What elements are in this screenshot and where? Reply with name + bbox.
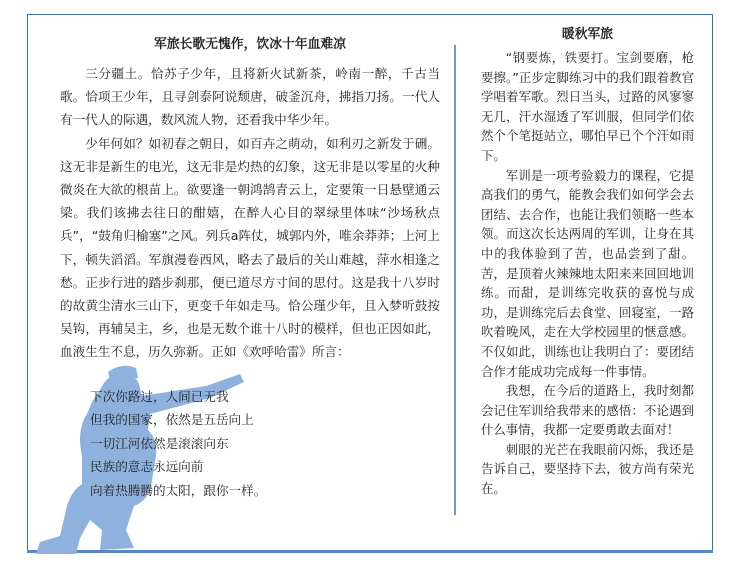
right-column — [481, 26, 694, 499]
right-article-title: 暖秋军旅 — [561, 27, 614, 42]
left-column — [60, 34, 440, 366]
poem-line: 但我的国家，依然是五岳向上 — [90, 412, 254, 428]
right-paragraph-1: “钢要炼，铁要打。宝剑要磨，枪要擦。”正步定脚练习中的我们跟着教官学唱着军歌。烈日当头，过路的风寥寥无几，汗水湿透了军训服，但同学们依然个个笔挺站立，哪怕早已个个汗如雨下。 — [481, 50, 694, 163]
left-article-title: 军旅长歌无愧作，饮冰十年血难凉 — [154, 37, 346, 52]
poem-line: 一切江河依然是滚滚向东 — [90, 435, 229, 451]
poem-block — [90, 385, 266, 502]
poem-line: 下次你路过，人间已无我 — [90, 389, 229, 404]
poem-line: 向着热腾腾的太阳，跟你一样。 — [90, 482, 267, 498]
left-paragraph-1: 三分疆土。恰苏子少年，且将新火试新茶，岭南一醉，千古当歌。恰项王少年，且寻剑泰阿说颓唐，破釜沉舟，拂指刀扬。一代人有一代人的际遇，数风流人物，还看我中华少年。 — [60, 66, 440, 128]
right-paragraph-2: 军训是一项考验毅力的课程，它提高我们的勇气，能教会我们如何学会去团结、去合作，也能让我们领略一些本领。而这次长达两周的军训，让身在其中的我体验到了苦，也品尝到了甜。苦，是顶着火辣辣地太阳来来回回地训练。而甜，是训练完收获的喜悦与成功，是训练完后去食堂、回寝室，一路吹着晚风，走在大学校园里的惬意感。不仅如此，训练也让我明白了：要团结合作才能成功完成每一件事情。 — [481, 167, 694, 379]
left-paragraph-2: 少年何如？如初春之朝日，如百卉之萌动，如利刃之新发于硎。这无非是新生的电光，这无非是灼热的幻象，这无非是以零星的火种微炎在大欲的根苗上。欲要逢一朝鸿鹄青云上，定要策一日悬壁通云梁。我们该拂去往日的酣嬉，在醉人心目的翠绿里体味“沙场秋点兵”，“鼓角归榆塞”之风。列兵a阵仗，城郭内外，唯余莽莽；上河上下，顿失滔滔。军旗漫卷西风，略去了最后的关山难越，萍水相逢之愁。正步行进的踏步刹那，便已道尽方寸间的思付。这是我十八岁时的故黄尘清水三山下，更变千年如走马。恰公瑾少年，且入梦听鼓按吴钩，再辅吴主，乡，也是无数个谁十八时的模样，但也正因如此，血液生生不息，历久弥新。正如《欢呼哈雷》所言： — [60, 135, 440, 360]
right-paragraph-3: 我想，在今后的道路上，我时刻都会记住军训给我带来的感悟：不论遇到什么事情，我都一定要勇敢去面对！ — [481, 383, 694, 438]
right-paragraph-4: 刺眼的光芒在我眼前闪烁，我还是告诉自己，要坚持下去，彼方尚有荣光在。 — [481, 441, 694, 497]
poem-line: 民族的意志永远向前 — [90, 459, 204, 475]
column-divider — [454, 45, 456, 515]
